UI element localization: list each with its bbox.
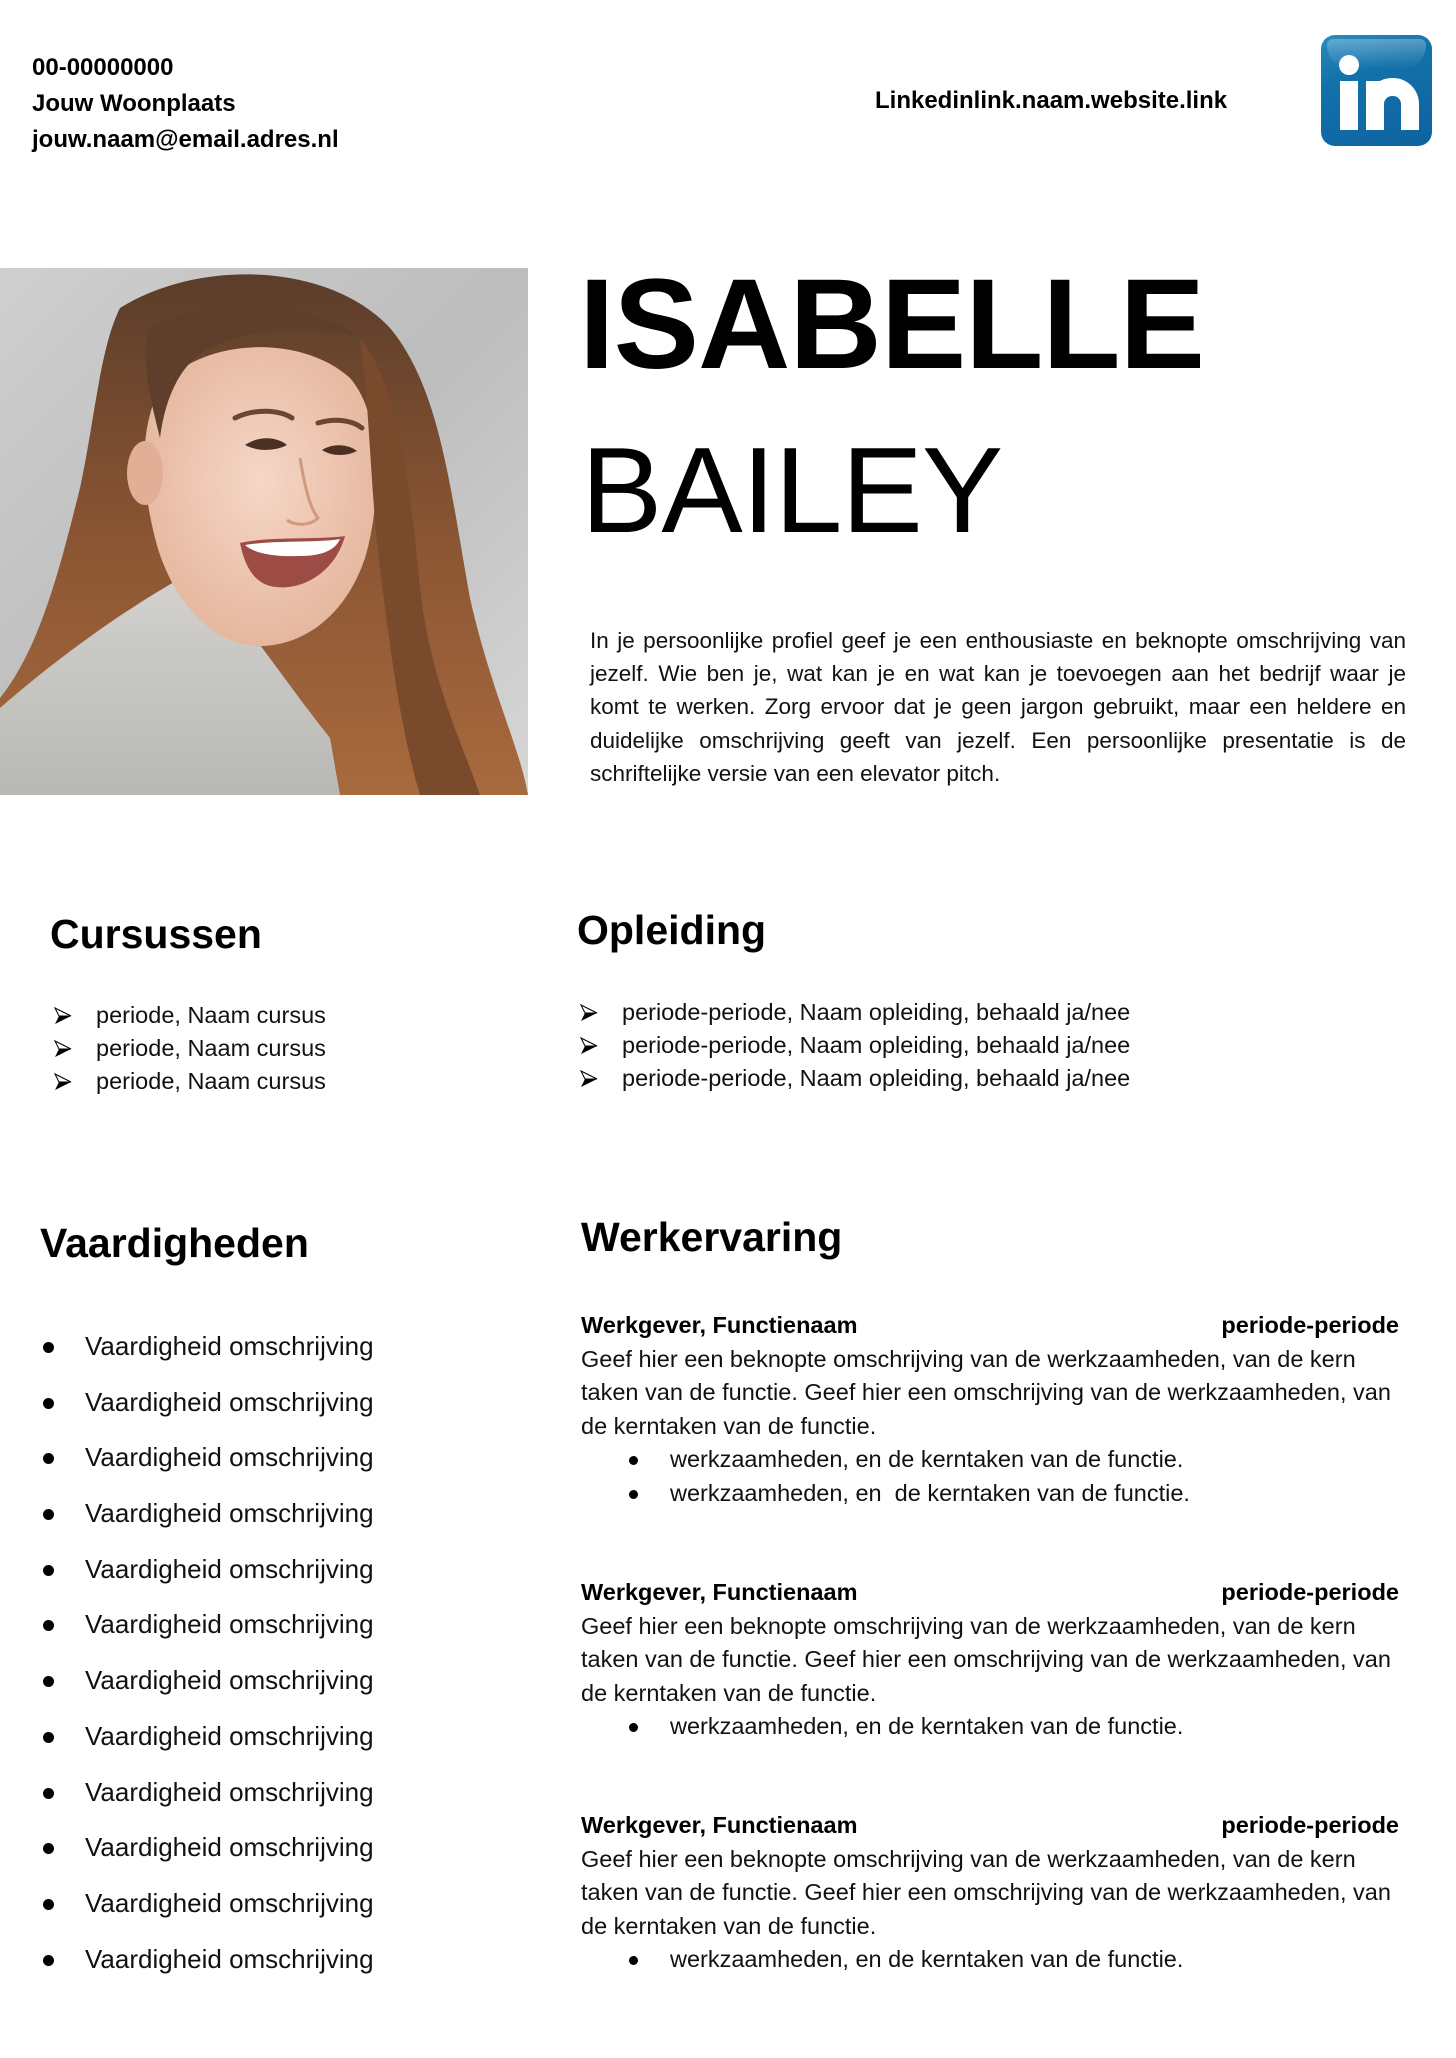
job-header <box>581 1309 1399 1343</box>
courses-list <box>52 999 326 1099</box>
city: Jouw Woonplaats <box>32 90 236 117</box>
skill-label: Vaardigheid omschrijving <box>85 1887 374 1918</box>
job-period: periode-periode <box>1221 1312 1399 1338</box>
job-entry <box>581 1809 1399 1977</box>
skill-item <box>40 1606 374 1662</box>
arrow-bullet-icon <box>580 1004 598 1022</box>
job-tasks-list <box>581 1943 1399 1977</box>
job-employer-title: Werkgever, Functienaam <box>581 1579 858 1605</box>
job-task-item <box>581 1443 1399 1477</box>
job-task-label: werkzaamheden, en de kerntaken van de functie. <box>670 1479 1190 1506</box>
bullet-icon <box>43 1732 54 1743</box>
course-item <box>52 1065 326 1098</box>
arrow-bullet-icon <box>580 1037 598 1055</box>
job-header <box>581 1809 1399 1843</box>
job-entry <box>581 1576 1399 1744</box>
skill-label: Vaardigheid omschrijving <box>85 1665 374 1696</box>
arrow-bullet-icon <box>54 1073 72 1091</box>
skill-label: Vaardigheid omschrijving <box>85 1331 374 1361</box>
job-period: periode-periode <box>1221 1812 1399 1838</box>
job-header <box>581 1576 1399 1610</box>
skill-item <box>40 1439 374 1495</box>
education-label: periode-periode, Naam opleiding, behaald ja/nee <box>622 999 1131 1025</box>
skill-label: Vaardigheid omschrijving <box>85 1943 374 1974</box>
bullet-icon <box>43 1453 54 1464</box>
bullet-icon <box>43 1509 54 1520</box>
job-employer-title: Werkgever, Functienaam <box>581 1312 858 1338</box>
education-item <box>578 996 1130 1029</box>
job-employer-title: Werkgever, Functienaam <box>581 1812 858 1838</box>
courses-heading: Cursussen <box>50 911 262 957</box>
course-label: periode, Naam cursus <box>96 1068 326 1095</box>
job-description: Geef hier een beknopte omschrijving van de werkzaamheden, van de kern taken van de functie. Geef hier een omschrijving van de werkzaamheden, van de kerntaken van de functie. <box>581 1612 1391 1706</box>
job-task-label: werkzaamheden, en de kerntaken van de functie. <box>670 1713 1184 1739</box>
skill-label: Vaardigheid omschrijving <box>85 1776 374 1807</box>
education-list <box>578 996 1130 1096</box>
bullet-icon <box>43 1676 54 1687</box>
job-description: Geef hier een beknopte omschrijving van de werkzaamheden, van de kern taken van de functie. Geef hier een omschrijving van de werkzaamheden, van de kerntaken van de functie. <box>581 1845 1391 1939</box>
education-item <box>578 1062 1130 1095</box>
skill-item <box>40 1328 374 1384</box>
education-label: periode-periode, Naam opleiding, behaald ja/nee <box>622 1065 1131 1092</box>
job-description: Geef hier een beknopte omschrijving van de werkzaamheden, van de kern taken van de functie. Geef hier een omschrijving van de werkzaamheden, van de kerntaken van de functie. <box>581 1345 1391 1439</box>
arrow-bullet-icon <box>580 1070 598 1088</box>
bullet-icon <box>43 1955 54 1966</box>
bullet-icon <box>43 1899 54 1910</box>
skill-label: Vaardigheid omschrijving <box>85 1498 374 1529</box>
skill-label: Vaardigheid omschrijving <box>85 1720 374 1751</box>
email-address[interactable]: jouw.naam@email.adres.nl <box>32 126 339 153</box>
profile-photo <box>0 268 528 795</box>
phone-number: 00-00000000 <box>32 54 174 81</box>
job-entry <box>581 1309 1399 1510</box>
profile-summary: In je persoonlijke profiel geef je een enthousiaste en beknopte omschrijving van jezelf. Wie ben je, wat kan je en wat kan je toevoegen aan het bedrijf waar je komt te werken. Zorg ervoor dat je geen jargon gebruikt, maar een heldere en duidelijke omschrijving geeft van jezelf. Een persoonlijke presentatie is de schriftelijke versie van een elevator pitch. <box>590 628 1406 786</box>
bullet-icon <box>629 1490 638 1499</box>
job-tasks-list <box>581 1710 1399 1744</box>
first-name: ISABELLE <box>579 253 1204 396</box>
job-task-item <box>581 1477 1399 1511</box>
job-task-item <box>581 1943 1399 1977</box>
arrow-bullet-icon <box>54 1007 72 1025</box>
skill-label: Vaardigheid omschrijving <box>85 1553 374 1584</box>
skill-label: Vaardigheid omschrijving <box>85 1442 374 1473</box>
job-task-label: werkzaamheden, en de kerntaken van de functie. <box>670 1946 1184 1972</box>
bullet-icon <box>43 1620 54 1631</box>
contact-block <box>32 50 339 158</box>
skill-item <box>40 1885 374 1941</box>
education-heading: Opleiding <box>577 907 767 953</box>
bullet-icon <box>43 1565 54 1576</box>
skill-item <box>40 1662 374 1718</box>
portrait-image <box>0 268 528 795</box>
job-task-item <box>581 1710 1399 1744</box>
bullet-icon <box>629 1723 638 1732</box>
last-name: BAILEY <box>581 422 1003 558</box>
skill-item <box>40 1774 374 1830</box>
course-label: periode, Naam cursus <box>96 1035 326 1062</box>
job-task-label: werkzaamheden, en de kerntaken van de functie. <box>670 1446 1184 1472</box>
bullet-icon <box>43 1843 54 1854</box>
job-tasks-list <box>581 1443 1399 1510</box>
bullet-icon <box>43 1788 54 1799</box>
skill-item <box>40 1829 374 1885</box>
skills-heading: Vaardigheden <box>40 1220 309 1266</box>
job-period: periode-periode <box>1221 1579 1399 1605</box>
bullet-icon <box>43 1398 54 1409</box>
skill-item <box>40 1551 374 1607</box>
skill-label: Vaardigheid omschrijving <box>85 1609 374 1640</box>
skill-item <box>40 1495 374 1551</box>
skill-label: Vaardigheid omschrijving <box>85 1832 374 1863</box>
linkedin-icon[interactable] <box>1321 35 1432 146</box>
course-item <box>52 999 326 1032</box>
skill-item <box>40 1941 374 1997</box>
bullet-icon <box>629 1956 638 1965</box>
skill-label: Vaardigheid omschrijving <box>85 1386 374 1417</box>
skill-item <box>40 1718 374 1774</box>
education-item <box>578 1029 1130 1062</box>
skills-list <box>40 1328 374 1996</box>
arrow-bullet-icon <box>54 1040 72 1058</box>
bullet-icon <box>43 1342 54 1353</box>
experience-heading: Werkervaring <box>581 1214 843 1260</box>
linkedin-link[interactable]: Linkedinlink.naam.website.link <box>875 87 1228 114</box>
education-label: periode-periode, Naam opleiding, behaald ja/nee <box>622 1032 1131 1059</box>
course-label: periode, Naam cursus <box>96 1002 326 1028</box>
skill-item <box>40 1384 374 1440</box>
bullet-icon <box>629 1456 638 1465</box>
course-item <box>52 1032 326 1065</box>
